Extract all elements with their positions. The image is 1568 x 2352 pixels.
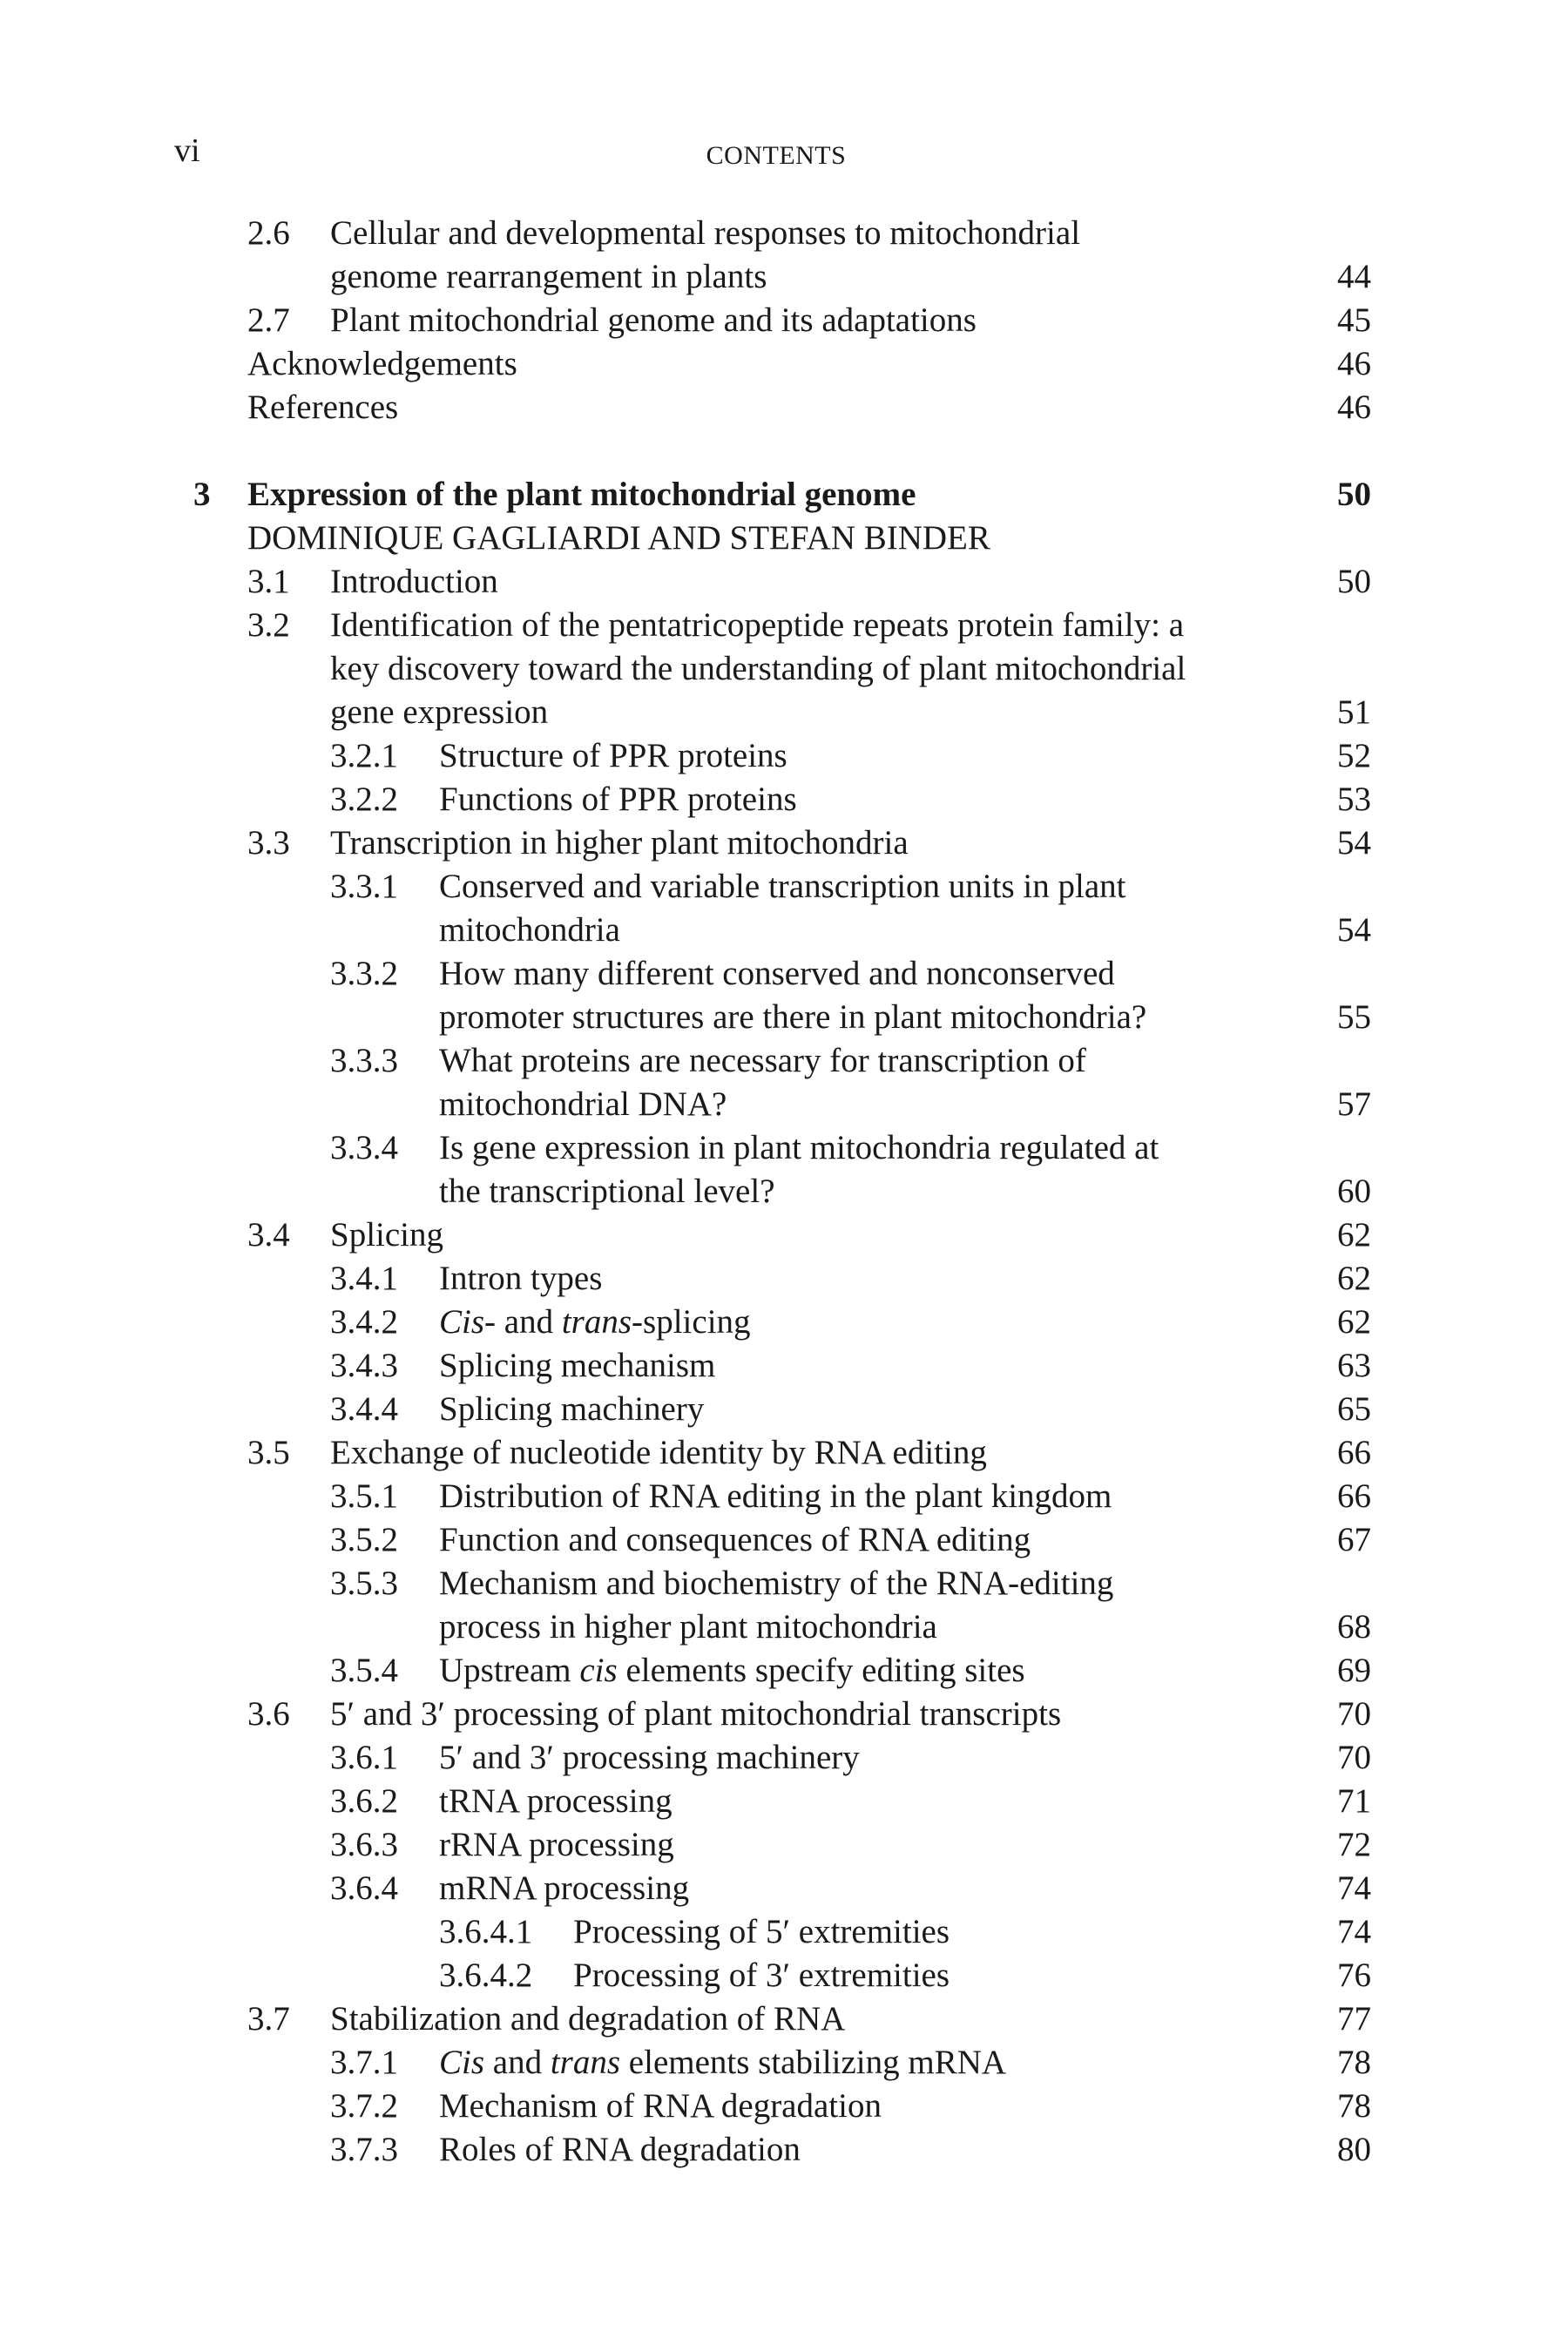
entry-title: Mechanism of RNA degradation xyxy=(439,2087,882,2125)
page-number: vi xyxy=(174,132,200,169)
page-ref: 46 xyxy=(1337,389,1371,426)
toc-entry xyxy=(0,734,1568,778)
toc-entry xyxy=(0,1344,1568,1388)
entry-title: Transcription in higher plant mitochondria xyxy=(330,824,909,862)
section-number: 3.4.1 xyxy=(330,1260,398,1297)
entry-title: rRNA processing xyxy=(439,1826,674,1863)
entry-title: Mechanism and biochemistry of the RNA-editing xyxy=(439,1565,1114,1602)
toc-entry xyxy=(0,778,1568,821)
toc-entry xyxy=(0,1388,1568,1431)
page-ref: 62 xyxy=(1337,1216,1371,1254)
entry-title: Upstream cis elements specify editing sites xyxy=(439,1652,1025,1689)
section-number: 3.6.3 xyxy=(330,1826,398,1863)
toc-entry xyxy=(0,2085,1568,2128)
toc-entry xyxy=(0,2128,1568,2172)
section-number: 3.6.4 xyxy=(330,1869,398,1907)
section-number: 3.7.3 xyxy=(330,2131,398,2168)
toc-entry xyxy=(0,386,1568,429)
section-number: 3.4.3 xyxy=(330,1347,398,1384)
section-number: 3.7 xyxy=(247,2000,290,2038)
toc-entry xyxy=(0,865,1568,909)
entry-title: process in higher plant mitochondria xyxy=(439,1608,937,1646)
toc-entry-continuation xyxy=(0,1605,1568,1649)
section-number: 3.4 xyxy=(247,1216,290,1254)
chapter-number: 3 xyxy=(193,476,211,513)
toc-entry xyxy=(0,342,1568,386)
toc-entry-continuation xyxy=(0,647,1568,691)
page-ref: 80 xyxy=(1337,2131,1371,2168)
section-number: 3.6.4.2 xyxy=(439,1957,533,1994)
page-ref: 67 xyxy=(1337,1521,1371,1558)
page-ref: 60 xyxy=(1337,1173,1371,1210)
section-number: 3.1 xyxy=(247,563,290,600)
entry-title: tRNA processing xyxy=(439,1782,672,1820)
section-number: 3.6.4.1 xyxy=(439,1913,533,1950)
toc-entry xyxy=(0,1126,1568,1170)
page-ref: 78 xyxy=(1337,2044,1371,2081)
toc-entry xyxy=(0,1257,1568,1301)
entry-title: key discovery toward the understanding of plant mitochondrial xyxy=(330,650,1186,687)
entry-title: Processing of 5′ extremities xyxy=(573,1913,950,1950)
page-ref: 54 xyxy=(1337,911,1371,949)
toc-entry xyxy=(0,1693,1568,1736)
entry-title: Intron types xyxy=(439,1260,603,1297)
toc-entry xyxy=(0,1562,1568,1605)
section-number: 3.2 xyxy=(247,606,290,644)
page-ref: 76 xyxy=(1337,1957,1371,1994)
page-ref: 66 xyxy=(1337,1477,1371,1515)
toc-entry xyxy=(0,821,1568,865)
entry-title: Identification of the pentatricopeptide repeats protein family: a xyxy=(330,606,1185,644)
section-number: 3.4.4 xyxy=(330,1390,398,1428)
entry-title: Introduction xyxy=(330,563,498,600)
page-ref: 72 xyxy=(1337,1826,1371,1863)
entry-title: How many different conserved and nonconserved xyxy=(439,955,1115,992)
section-number: 3.3.2 xyxy=(330,955,398,992)
entry-title: mitochondrial DNA? xyxy=(439,1085,727,1123)
entry-title: Roles of RNA degradation xyxy=(439,2131,801,2168)
entry-title: mRNA processing xyxy=(439,1869,690,1907)
page-ref: 68 xyxy=(1337,1608,1371,1646)
toc-entry-continuation xyxy=(0,909,1568,952)
toc-entry xyxy=(0,1997,1568,2041)
page-ref: 70 xyxy=(1337,1695,1371,1733)
toc-entry xyxy=(0,1039,1568,1083)
section-number: 2.6 xyxy=(247,214,290,252)
toc-entry xyxy=(0,1910,1568,1954)
toc-entry-continuation xyxy=(0,1083,1568,1126)
section-number: 3.3 xyxy=(247,824,290,862)
entry-title: mitochondria xyxy=(439,911,620,949)
toc-entry xyxy=(0,1518,1568,1562)
toc-entry xyxy=(0,1475,1568,1518)
entry-title: Acknowledgements xyxy=(247,345,517,382)
page-ref: 46 xyxy=(1337,345,1371,382)
entry-title: Function and consequences of RNA editing xyxy=(439,1521,1031,1558)
entry-title: What proteins are necessary for transcription of xyxy=(439,1042,1086,1079)
running-head: CONTENTS xyxy=(706,141,847,170)
page-ref: 66 xyxy=(1337,1434,1371,1471)
section-number: 3.5 xyxy=(247,1434,290,1471)
section-number: 3.6.2 xyxy=(330,1782,398,1820)
page-ref: 44 xyxy=(1337,258,1371,295)
section-number: 3.6 xyxy=(247,1695,290,1733)
toc-entry xyxy=(0,560,1568,604)
page-ref: 50 xyxy=(1337,476,1371,513)
chapter-heading xyxy=(0,473,1568,517)
page-ref: 78 xyxy=(1337,2087,1371,2125)
entry-title: Processing of 3′ extremities xyxy=(573,1957,950,1994)
section-number: 3.7.1 xyxy=(330,2044,398,2081)
section-number: 3.6.1 xyxy=(330,1739,398,1776)
chapter-title: Expression of the plant mitochondrial genome xyxy=(247,476,916,513)
section-number: 3.3.3 xyxy=(330,1042,398,1079)
toc-entry xyxy=(0,1431,1568,1475)
chapter-authors xyxy=(0,517,1568,560)
section-number: 3.3.4 xyxy=(330,1129,398,1166)
page-ref: 74 xyxy=(1337,1913,1371,1950)
toc-entry xyxy=(0,952,1568,996)
entry-title: Exchange of nucleotide identity by RNA editing xyxy=(330,1434,987,1471)
toc-entry xyxy=(0,1867,1568,1910)
author-line: DOMINIQUE GAGLIARDI AND STEFAN BINDER xyxy=(247,519,990,557)
section-number: 3.5.2 xyxy=(330,1521,398,1558)
page-ref: 74 xyxy=(1337,1869,1371,1907)
toc-entry xyxy=(0,1649,1568,1693)
section-number: 3.2.1 xyxy=(330,737,398,774)
entry-title: Splicing mechanism xyxy=(439,1347,716,1384)
toc-entry xyxy=(0,2041,1568,2085)
page-ref: 53 xyxy=(1337,781,1371,818)
entry-title: gene expression xyxy=(330,693,549,731)
toc-entry-continuation xyxy=(0,996,1568,1039)
page-ref: 52 xyxy=(1337,737,1371,774)
entry-title: Functions of PPR proteins xyxy=(439,781,797,818)
toc-entry xyxy=(0,1954,1568,1997)
entry-title: promoter structures are there in plant mitochondria? xyxy=(439,998,1147,1036)
entry-title: Cis and trans elements stabilizing mRNA xyxy=(439,2044,1007,2081)
page-ref: 77 xyxy=(1337,2000,1371,2038)
entry-title: 5′ and 3′ processing of plant mitochondrial transcripts xyxy=(330,1695,1062,1733)
entry-title: Conserved and variable transcription units in plant xyxy=(439,868,1126,905)
table-of-contents xyxy=(0,212,1568,2172)
section-number: 3.2.2 xyxy=(330,781,398,818)
page-ref: 62 xyxy=(1337,1303,1371,1341)
toc-entry xyxy=(0,299,1568,342)
page-ref: 57 xyxy=(1337,1085,1371,1123)
page-ref: 70 xyxy=(1337,1739,1371,1776)
entry-title: 5′ and 3′ processing machinery xyxy=(439,1739,860,1776)
page-ref: 71 xyxy=(1337,1782,1371,1820)
toc-entry-continuation xyxy=(0,255,1568,299)
entry-title: Cellular and developmental responses to mitochondrial xyxy=(330,214,1081,252)
toc-entry xyxy=(0,1780,1568,1823)
entry-title: Structure of PPR proteins xyxy=(439,737,787,774)
section-number: 3.5.1 xyxy=(330,1477,398,1515)
entry-title: the transcriptional level? xyxy=(439,1173,775,1210)
entry-title: References xyxy=(247,389,399,426)
toc-entry xyxy=(0,1823,1568,1867)
page-ref: 69 xyxy=(1337,1652,1371,1689)
page-ref: 63 xyxy=(1337,1347,1371,1384)
chapter-spacer xyxy=(0,429,1568,473)
entry-title: Distribution of RNA editing in the plant kingdom xyxy=(439,1477,1112,1515)
section-number: 2.7 xyxy=(247,301,290,339)
entry-title: Splicing machinery xyxy=(439,1390,705,1428)
toc-entry xyxy=(0,1213,1568,1257)
page-ref: 50 xyxy=(1337,563,1371,600)
page-ref: 45 xyxy=(1337,301,1371,339)
entry-title: Is gene expression in plant mitochondria regulated at xyxy=(439,1129,1159,1166)
entry-title: Cis- and trans-splicing xyxy=(439,1303,751,1341)
toc-entry xyxy=(0,1301,1568,1344)
section-number: 3.3.1 xyxy=(330,868,398,905)
toc-entry xyxy=(0,1736,1568,1780)
page-ref: 55 xyxy=(1337,998,1371,1036)
page-ref: 54 xyxy=(1337,824,1371,862)
section-number: 3.5.3 xyxy=(330,1565,398,1602)
toc-entry xyxy=(0,604,1568,647)
toc-entry xyxy=(0,212,1568,255)
toc-entry-continuation xyxy=(0,691,1568,734)
entry-title: Plant mitochondrial genome and its adaptations xyxy=(330,301,977,339)
page-ref: 65 xyxy=(1337,1390,1371,1428)
page-ref: 62 xyxy=(1337,1260,1371,1297)
entry-title: Splicing xyxy=(330,1216,444,1254)
entry-title: genome rearrangement in plants xyxy=(330,258,767,295)
entry-title: Stabilization and degradation of RNA xyxy=(330,2000,846,2038)
section-number: 3.4.2 xyxy=(330,1303,398,1341)
page-ref: 51 xyxy=(1337,693,1371,731)
toc-entry-continuation xyxy=(0,1170,1568,1213)
section-number: 3.5.4 xyxy=(330,1652,398,1689)
section-number: 3.7.2 xyxy=(330,2087,398,2125)
